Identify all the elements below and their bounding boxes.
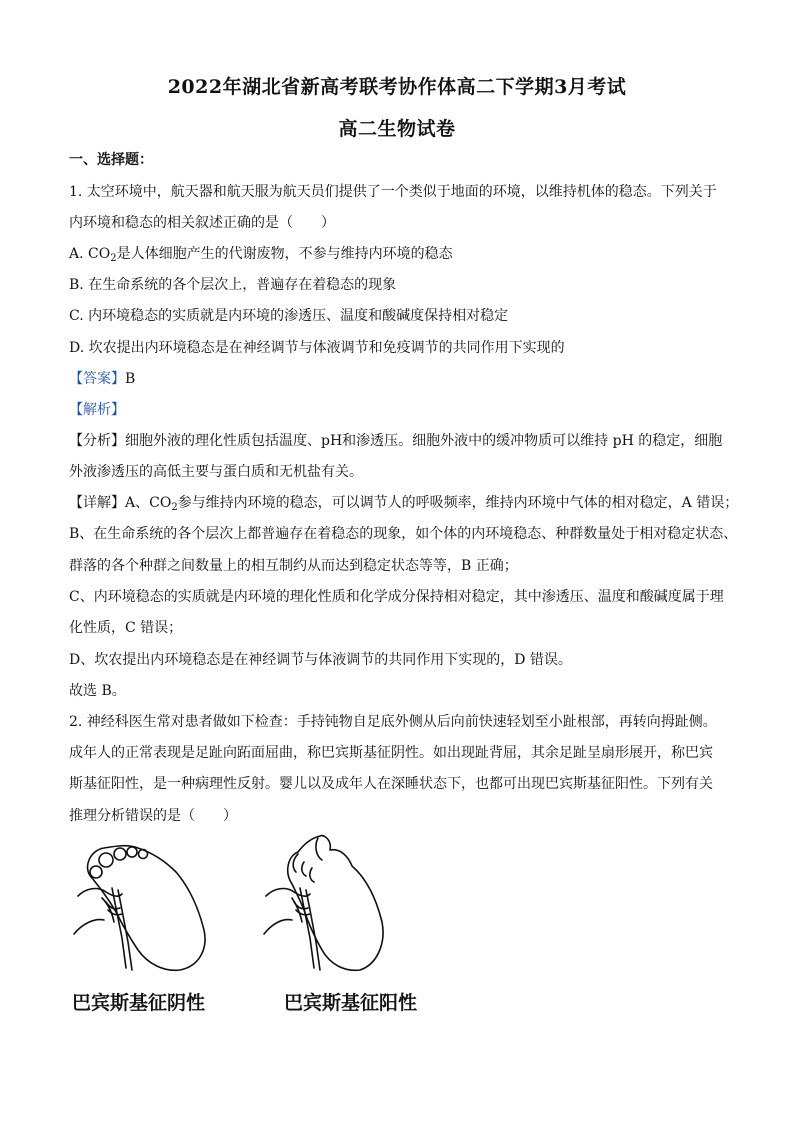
q1-option-b: B. 在生命系统的各个层次上，普遍存在着稳态的现象: [69, 277, 397, 293]
detail-line1-a: A、CO: [125, 495, 172, 511]
foot-negative-illustration: [72, 838, 212, 978]
detail-line1-b: 参与维持内环境的稳态，可以调节人的呼吸频率，维持内环境中气体的相对稳定，A 错误；: [177, 495, 739, 511]
detail-line3: 群落的各个种群之间数量上的相互制约从而达到稳定状态等等，B 正确；: [69, 558, 518, 574]
answer-value: B: [125, 371, 136, 387]
q1-option-d: D. 坎农提出内环境稳态是在神经调节与体液调节和免疫调节的共同作用下实现的: [69, 340, 565, 356]
q1-option-a: [69, 244, 729, 269]
q1-option-a-subscript: 2: [110, 253, 117, 264]
detail-line2: B、在生命系统的各个层次上都普遍存在着稳态的现象，如个体的内环境稳态、种群数量处于相对稳定状态、: [69, 526, 738, 542]
fenxi-line1: [69, 431, 729, 451]
q2-line2: 成年人的正常表现是足趾向跖面屈曲，称巴宾斯基征阴性。如出现趾背屈，其余足趾呈扇形展开，称巴宾: [69, 745, 713, 761]
detail-tag: 【详解】: [69, 495, 125, 511]
exam-title: 2022年湖北省新高考联考协作体高二下学期3月考试: [167, 76, 627, 98]
q1-conclusion: 故选 B。: [69, 683, 126, 699]
caption-negative: 巴宾斯基征阴性: [72, 992, 206, 1014]
q2-line1: 2. 神经科医生常对患者做如下检查：手持钝物自足底外侧从后向前快速轻划至小趾根部，再转向拇趾侧。: [69, 714, 717, 730]
fenxi-line2: 外液渗透压的高低主要与蛋白质和无机盐有关。: [69, 464, 363, 480]
detail-line1: [69, 493, 739, 518]
analysis-tag: 【解析】: [69, 402, 125, 418]
q1-option-c: C. 内环境稳态的实质就是内环境的渗透压、温度和酸碱度保持相对稳定: [69, 308, 509, 324]
q2-line3: 斯基征阳性，是一种病理性反射。婴儿以及成年人在深睡状态下，也都可出现巴宾斯基征阳性。下列有关: [69, 776, 713, 792]
detail-line6: D、坎农提出内环境稳态是在神经调节与体液调节的共同作用下实现的，D 错误。: [69, 652, 572, 668]
q1-option-a-text: 是人体细胞产生的代谢废物，不参与维持内环境的稳态: [116, 246, 453, 262]
fenxi-tag: 【分析】: [69, 433, 125, 449]
detail-line5: 化性质，C 错误；: [69, 620, 183, 636]
exam-subtitle: 高二生物试卷: [338, 118, 456, 140]
q1-answer: [69, 369, 729, 389]
q1-option-a-prefix: A. CO: [69, 246, 111, 262]
section-heading: 一、选择题：: [69, 152, 153, 168]
answer-tag: 【答案】: [69, 371, 125, 387]
q2-line4: 推理分析错误的是（ ）: [69, 808, 237, 824]
caption-positive: 巴宾斯基征阳性: [284, 992, 418, 1014]
fenxi-text1: 细胞外液的理化性质包括温度、pH和渗透压。细胞外液中的缓冲物质可以维持 pH 的稳定，细胞: [125, 433, 723, 449]
foot-positive-illustration: [262, 832, 392, 978]
detail-line4: C、内环境稳态的实质就是内环境的理化性质和化学成分保持相对稳定，其中渗透压、温度和酸碱度属于理: [69, 589, 724, 605]
q1-stem-line2: 内环境和稳态的相关叙述正确的是（ ）: [69, 215, 335, 231]
detail-line1-subscript: 2: [171, 502, 178, 513]
q1-stem-line1: 1. 太空环境中，航天器和航天服为航天员们提供了一个类似于地面的环境，以维持机体的稳态。下列关于: [69, 184, 717, 200]
